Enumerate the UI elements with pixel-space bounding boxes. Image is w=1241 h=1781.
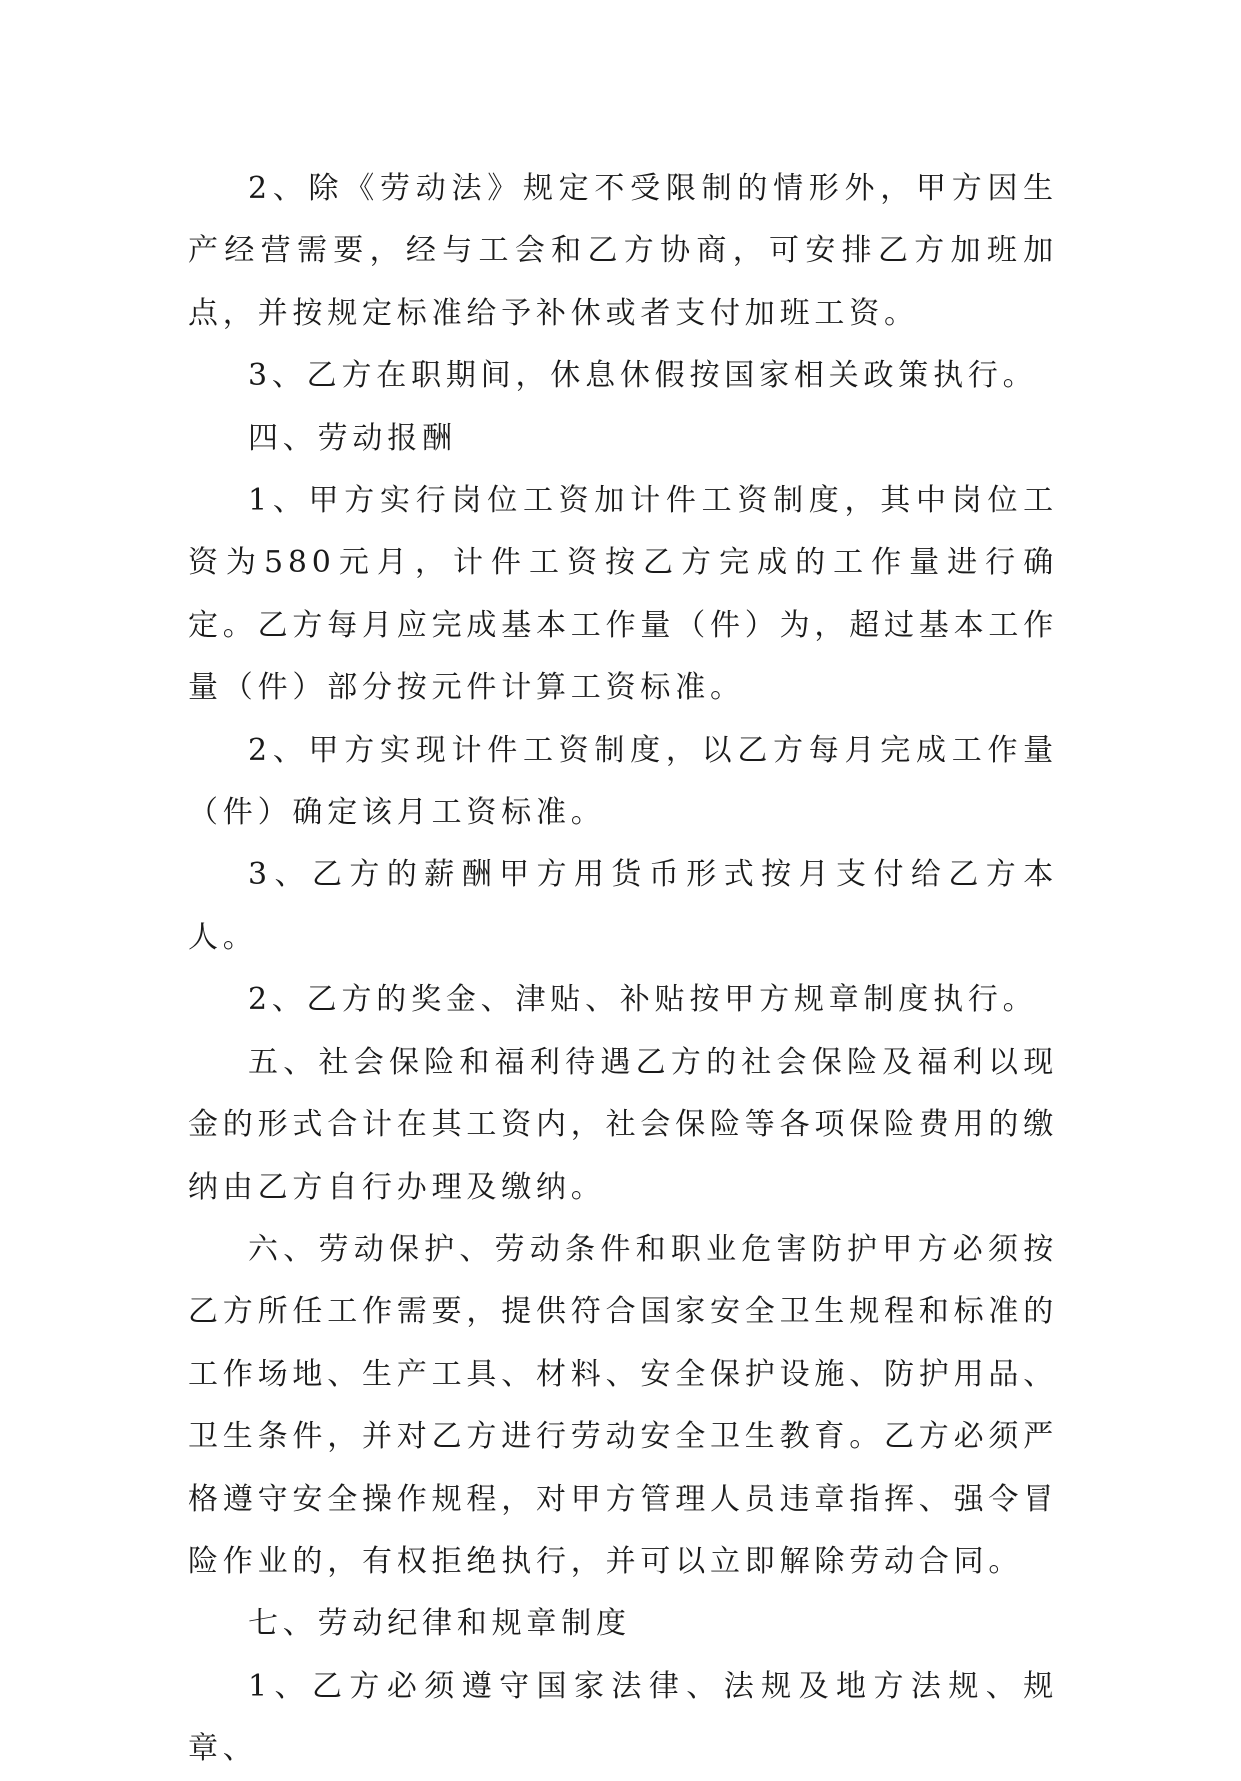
section-labor-protection: 六、劳动保护、劳动条件和职业危害防护甲方必须按乙方所任工作需要，提供符合国家安全卫生规程和标准的工作场地、生产工具、材料、安全保护设施、防护用品、卫生条件，并对乙方进行劳动安全卫生教育。乙方必须严格遵守安全操作规程，对甲方管理人员违章指挥、强令冒险作业的，有权拒绝执行，并可以立即解除劳动合同。 bbox=[188, 1231, 1058, 1579]
section-social-insurance: 五、社会保险和福利待遇乙方的社会保险及福利以现金的形式合计在其工资内，社会保险等各项保险费用的缴纳由乙方自行办理及缴纳。 bbox=[188, 1044, 1058, 1205]
paragraph-piecework: 2、甲方实现计件工资制度，以乙方每月完成工作量（件）确定该月工资标准。 bbox=[188, 732, 1058, 831]
paragraph-rest-leave: 3、乙方在职期间，休息休假按国家相关政策执行。 bbox=[248, 358, 1038, 394]
paragraph-comply-laws: 1、乙方必须遵守国家法律、法规及地方法规、规章、 bbox=[188, 1668, 1058, 1767]
paragraph-bonus: 2、乙方的奖金、津贴、补贴按甲方规章制度执行。 bbox=[248, 982, 1038, 1018]
paragraph-overtime: 2、除《劳动法》规定不受限制的情形外，甲方因生产经营需要，经与工会和乙方协商，可安排乙方加班加点，并按规定标准给予补休或者支付加班工资。 bbox=[188, 171, 1058, 331]
paragraph-payment-method: 3、乙方的薪酬甲方用货币形式按月支付给乙方本人。 bbox=[188, 857, 1058, 955]
document-body bbox=[188, 158, 1058, 1781]
section-heading-discipline: 七、劳动纪律和规章制度 bbox=[248, 1606, 631, 1642]
paragraph-wage-system: 1、甲方实行岗位工资加计件工资制度，其中岗位工资为580元月，计件工资按乙方完成的工作量进行确定。乙方每月应完成基本工作量（件）为，超过基本工作量（件）部分按元件计算工资标准。 bbox=[188, 483, 1058, 706]
section-heading-remuneration: 四、劳动报酬 bbox=[248, 420, 457, 456]
